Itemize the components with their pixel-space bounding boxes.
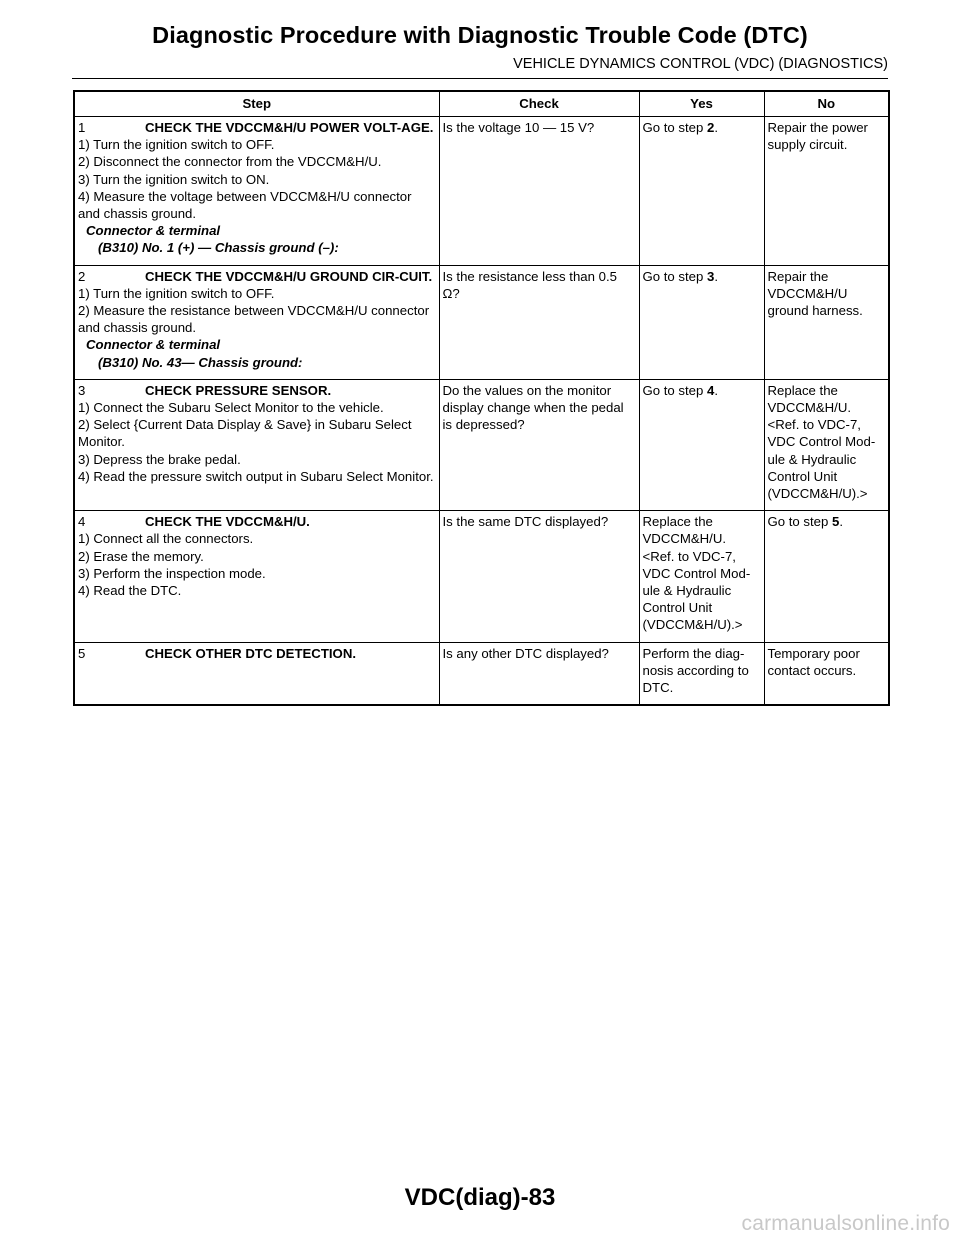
step-title: CHECK THE VDCCM&H/U. (145, 514, 310, 530)
connector-note-value: (B310) No. 1 (+) — Chassis ground (–): (98, 240, 339, 256)
step-title: CHECK THE VDCCM&H/U GROUND CIR-CUIT. (145, 268, 433, 284)
yes-text: Go to step (642, 268, 708, 284)
yes-cell: Perform the diag-nosis according to DTC. (639, 642, 764, 705)
yes-cell (639, 265, 764, 379)
table-header-row (74, 91, 889, 117)
step-number: 3 (78, 382, 86, 398)
yes-text: Go to step (642, 120, 708, 135)
procedure-step: 4) Read the DTC. (78, 583, 182, 599)
section-subtitle: VEHICLE DYNAMICS CONTROL (VDC) (DIAGNOSTICS) (513, 56, 888, 72)
check-cell: Is the same DTC displayed? (439, 511, 639, 642)
procedure-step: 2) Measure the resistance between VDCCM&H/U connector and chassis ground. (78, 303, 430, 336)
step-cell (74, 117, 439, 266)
no-step-ref: 5 (832, 514, 840, 530)
no-text: Go to step (767, 514, 833, 530)
page-title: Diagnostic Procedure with Diagnostic Trouble Code (DTC) (152, 22, 808, 48)
no-cell: Replace the VDCCM&H/U. <Ref. to VDC-7, VDC Control Mod-ule & Hydraulic Control Unit (VDCCM&H/U).> (764, 379, 889, 510)
yes-cell (639, 379, 764, 510)
procedure-step: 2) Disconnect the connector from the VDCCM&H/U. (78, 154, 382, 170)
table-row (74, 265, 889, 379)
check-cell: Is any other DTC displayed? (439, 642, 639, 705)
connector-note-label: Connector & terminal (86, 337, 221, 353)
step-cell (74, 511, 439, 642)
step-cell (74, 642, 439, 705)
no-cell (764, 511, 889, 642)
check-cell: Do the values on the monitor display change when the pedal is depressed? (439, 379, 639, 510)
step-number: 5 (78, 645, 86, 661)
procedure-step: 3) Turn the ignition switch to ON. (78, 171, 270, 187)
table-row (74, 117, 889, 266)
yes-suffix: . (714, 382, 719, 398)
table-row (74, 379, 889, 510)
procedure-step: 1) Connect the Subaru Select Monitor to the vehicle. (78, 400, 384, 416)
header-divider (72, 78, 888, 79)
procedure-step: 1) Turn the ignition switch to OFF. (78, 137, 275, 153)
column-header-no: No (764, 91, 889, 117)
yes-text: Go to step (642, 382, 708, 398)
column-header-step: Step (74, 91, 439, 117)
procedure-step: 3) Depress the brake pedal. (78, 451, 241, 467)
step-number: 1 (78, 120, 86, 135)
step-cell (74, 379, 439, 510)
procedure-step: 4) Read the pressure switch output in Subaru Select Monitor. (78, 468, 434, 484)
procedure-step: 1) Turn the ignition switch to OFF. (78, 285, 275, 301)
column-header-check: Check (439, 91, 639, 117)
procedure-step: 4) Measure the voltage between VDCCM&H/U connector and chassis ground. (78, 188, 412, 222)
step-title: CHECK THE VDCCM&H/U POWER VOLT-AGE. (145, 120, 434, 135)
step-number: 2 (78, 268, 86, 284)
yes-suffix: . (714, 268, 719, 284)
step-cell (74, 265, 439, 379)
procedure-step: 2) Select {Current Data Display & Save} in Subaru Select Monitor. (78, 417, 412, 450)
procedure-step: 3) Perform the inspection mode. (78, 565, 266, 581)
diagnostic-procedure-table (73, 90, 890, 706)
connector-note-label: Connector & terminal (86, 223, 221, 239)
page-number-label: VDC(diag)-83 (404, 1184, 556, 1211)
yes-cell: Replace the VDCCM&H/U. <Ref. to VDC-7, VDC Control Mod-ule & Hydraulic Control Unit (VDCCM&H/U).> (639, 511, 764, 642)
table-row (74, 642, 889, 705)
step-number: 4 (78, 514, 86, 530)
column-header-yes: Yes (639, 91, 764, 117)
no-cell: Temporary poor contact occurs. (764, 642, 889, 705)
procedure-step: 1) Connect all the connectors. (78, 531, 254, 547)
table-row (74, 511, 889, 642)
no-cell: Repair the power supply circuit. (764, 117, 889, 266)
yes-step-ref: 2 (707, 120, 715, 135)
connector-note-value: (B310) No. 43— Chassis ground: (98, 354, 303, 370)
check-cell: Is the resistance less than 0.5 Ω? (439, 265, 639, 379)
step-title: CHECK PRESSURE SENSOR. (145, 382, 332, 398)
step-title: CHECK OTHER DTC DETECTION. (145, 645, 356, 661)
yes-cell (639, 117, 764, 266)
no-suffix: . (839, 514, 844, 530)
no-cell: Repair the VDCCM&H/U ground harness. (764, 265, 889, 379)
procedure-step: 2) Erase the memory. (78, 548, 204, 564)
yes-suffix: . (714, 120, 719, 135)
yes-step-ref: 4 (707, 382, 715, 398)
watermark: carmanualsonline.info (741, 1212, 950, 1235)
yes-step-ref: 3 (707, 268, 715, 284)
check-cell: Is the voltage 10 — 15 V? (439, 117, 639, 266)
